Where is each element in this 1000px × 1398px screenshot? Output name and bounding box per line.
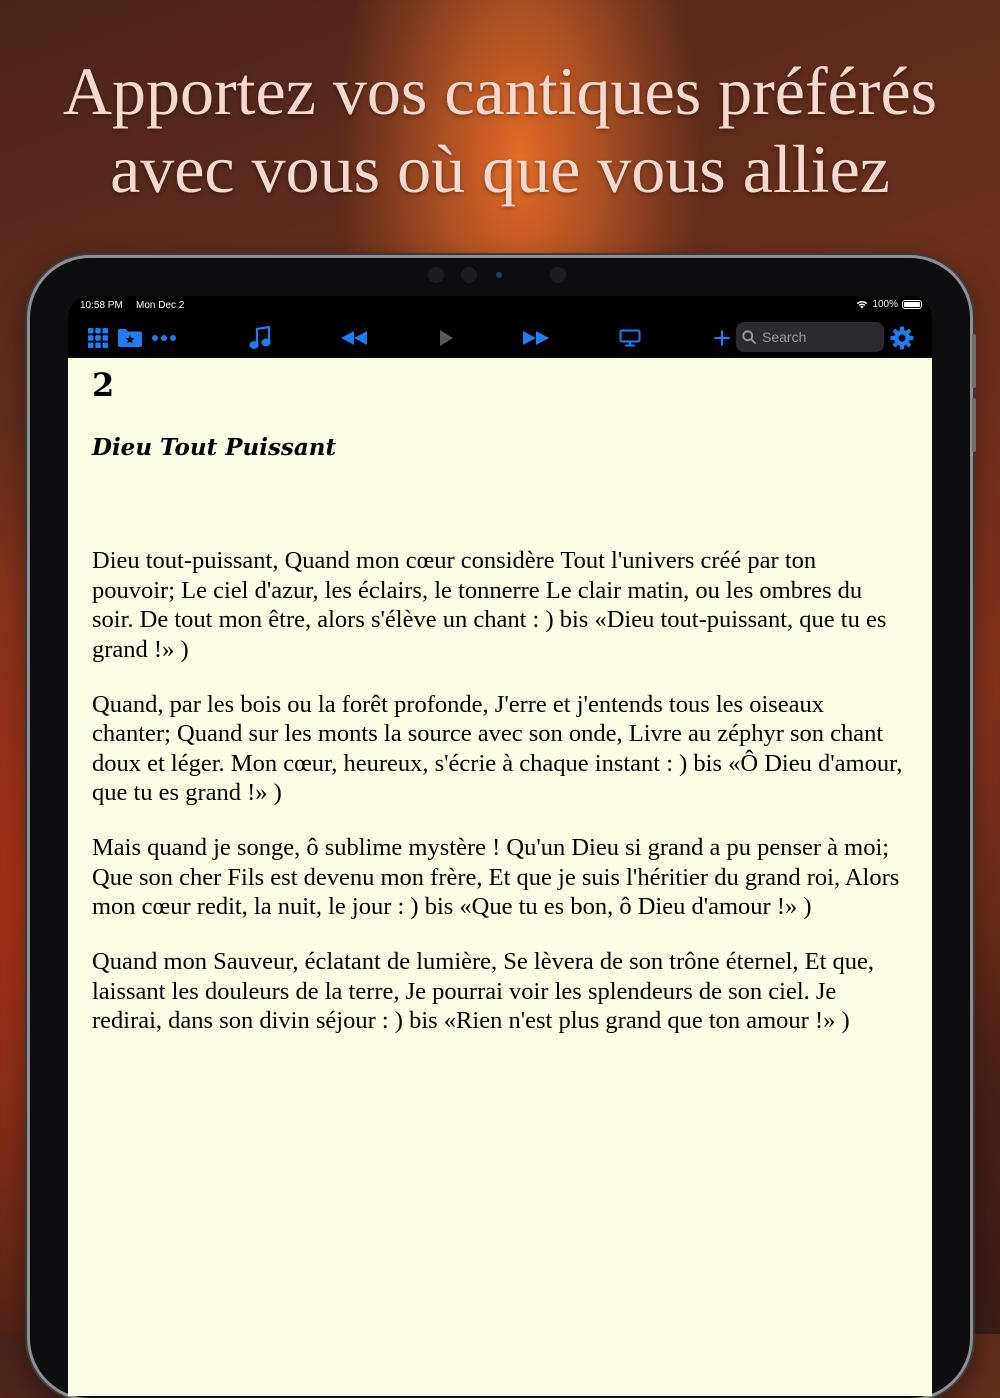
fast-forward-icon[interactable] xyxy=(522,324,550,352)
headline-line-2: avec vous où que vous alliez xyxy=(110,131,890,207)
hymn-verses xyxy=(92,546,904,1061)
folder-icon[interactable] xyxy=(116,324,144,352)
music-note-icon[interactable] xyxy=(246,324,274,352)
wifi-icon xyxy=(856,300,868,309)
search-input[interactable] xyxy=(736,322,884,352)
play-icon xyxy=(432,324,460,352)
camera-lens xyxy=(428,267,444,283)
gear-icon[interactable] xyxy=(888,324,916,352)
grid-icon[interactable] xyxy=(84,324,112,352)
more-icon[interactable] xyxy=(150,324,178,352)
status-date: Mon Dec 2 xyxy=(136,300,185,311)
plus-icon[interactable] xyxy=(708,324,736,352)
camera-lens xyxy=(550,267,566,283)
headline-line-1: Apportez vos cantiques préférés xyxy=(62,53,938,129)
battery-percent: 100% xyxy=(872,299,898,310)
hymn-number: 2 xyxy=(92,366,115,404)
tablet-frame xyxy=(30,258,970,1398)
camera-sensor xyxy=(496,272,502,278)
hymn-page xyxy=(68,358,932,1396)
volume-button xyxy=(972,398,976,452)
camera-lens xyxy=(461,267,477,283)
marketing-headline xyxy=(0,52,1000,208)
verse: Mais quand je songe, ô sublime mystère ! Qu'un Dieu si grand a pu penser à moi; Que son cher Fils est devenu mon frère, Et que je suis l'héritier du grand roi, Alors mon cœur redit, la nuit, le jour : ) bis «Que tu es bon, ô Dieu d'amour !» ) xyxy=(92,834,900,920)
status-time: 10:58 PM xyxy=(80,300,123,311)
display-icon[interactable] xyxy=(616,324,644,352)
search-icon xyxy=(742,330,756,344)
status-bar xyxy=(68,296,932,314)
verse: Dieu tout-puissant, Quand mon cœur considère Tout l'univers créé par ton pouvoir; Le ciel d'azur, les éclairs, le tonnerre Le clair matin, ou les ombres du soir. De tout mon être, alors s'élève un chant : ) bis «Dieu tout-puissant, que tu es grand !» ) xyxy=(92,547,887,663)
hymn-title: Dieu Tout Puissant xyxy=(92,434,337,461)
status-indicators xyxy=(856,299,922,310)
toolbar xyxy=(68,318,932,358)
rewind-icon[interactable] xyxy=(340,324,368,352)
battery-icon xyxy=(902,300,922,309)
search-placeholder: Search xyxy=(762,329,807,345)
verse: Quand, par les bois ou la forêt profonde, J'erre et j'entends tous les oiseaux chanter; Quand sur les monts la source avec son onde, Livre au zéphyr son chant doux et léger. Mon cœur, heureux, s'écrie à chaque instant : ) bis «Ô Dieu d'amour, que tu es grand !» ) xyxy=(92,690,903,806)
volume-button xyxy=(972,334,976,388)
verse: Quand mon Sauveur, éclatant de lumière, Se lèvera de son trône éternel, Et que, laissant les douleurs de la terre, Je pourrai voir les splendeurs de son ciel. Je redirai, dans son divin séjour : ) bis «Rien n'est plus grand que ton amour !» ) xyxy=(92,948,875,1034)
app-screen xyxy=(68,296,932,1396)
